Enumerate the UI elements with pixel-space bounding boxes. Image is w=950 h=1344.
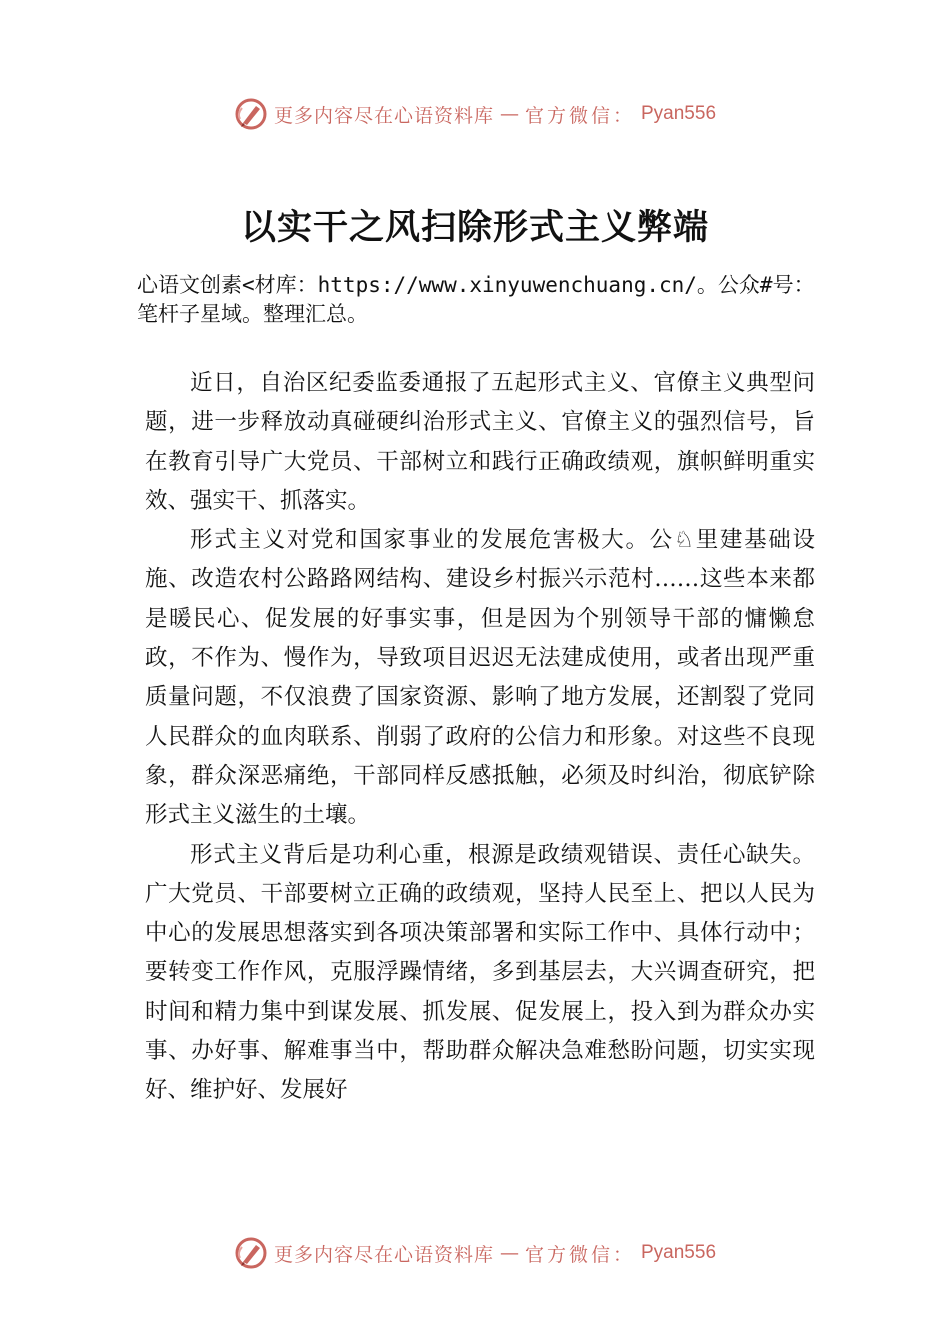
paragraph: 形式主义背后是功利心重，根源是政绩观错误、责任心缺失。广大党员、干部要树立正确的政绩观，坚持人民至上、把以人民为中心的发展思想落实到各项决策部署和实际工作中、具体行动中；要转变工作作风，克服浮躁情绪，多到基层去，大兴调查研究，把时间和精力集中到谋发展、抓发展、促发展上，投入到为群众办实事、办好事、解难事当中，帮助群众解决急难愁盼问题，切实实现好、维护好、发展好 [145, 841, 815, 1104]
paragraph: 形式主义对党和国家事业的发展危害极大。公♘里建基础设施、改造农村公路路网结构、建设乡村振兴示范村……这些本来都是暖民心、促发展的好事实事，但是因为个别领导干部的慵懒怠政，不作为、慢作为，导致项目迟迟无法建成使用，或者出现严重质量问题，不仅浪费了国家资源、影响了地方发展，还割裂了党同人民群众的血肉联系、削弱了政府的公信力和形象。对这些不良现象，群众深恶痛绝，干部同样反感抵触，必须及时纠治，彻底铲除形式主义滋生的土壤。 [145, 527, 815, 829]
source-line: 心语文创素<材库：https://www.xinyuwenchuang.cn/。公众#号：笔杆子星域。整理汇总。 [137, 273, 815, 326]
document-title: 以实干之风扫除形式主义弊端 [240, 207, 709, 248]
watermark-text: 更多内容尽在心语资料库 [273, 1243, 494, 1266]
footer-watermark [0, 1233, 950, 1273]
watermark-text: 更多内容尽在心语资料库 [273, 104, 494, 127]
paragraph: 近日，自治区纪委监委通报了五起形式主义、官僚主义典型问题，进一步释放动真碰硬纠治形式主义、官僚主义的强烈信号，旨在教育引导广大党员、干部树立和践行正确政绩观，旗帜鲜明重实效、强实干、抓落实。 [145, 370, 815, 514]
watermark-label: 官方微信： [524, 1243, 635, 1266]
header-watermark [0, 94, 950, 134]
watermark-wechat-id: Pyan556 [641, 103, 717, 124]
watermark-wechat-id: Pyan556 [641, 1242, 717, 1263]
document-body [145, 364, 815, 1111]
watermark-separator: — [499, 1242, 519, 1264]
watermark-separator: — [499, 103, 519, 125]
pen-logo-icon [234, 97, 268, 131]
watermark-label: 官方微信： [524, 104, 635, 127]
pen-logo-icon [234, 1236, 268, 1270]
